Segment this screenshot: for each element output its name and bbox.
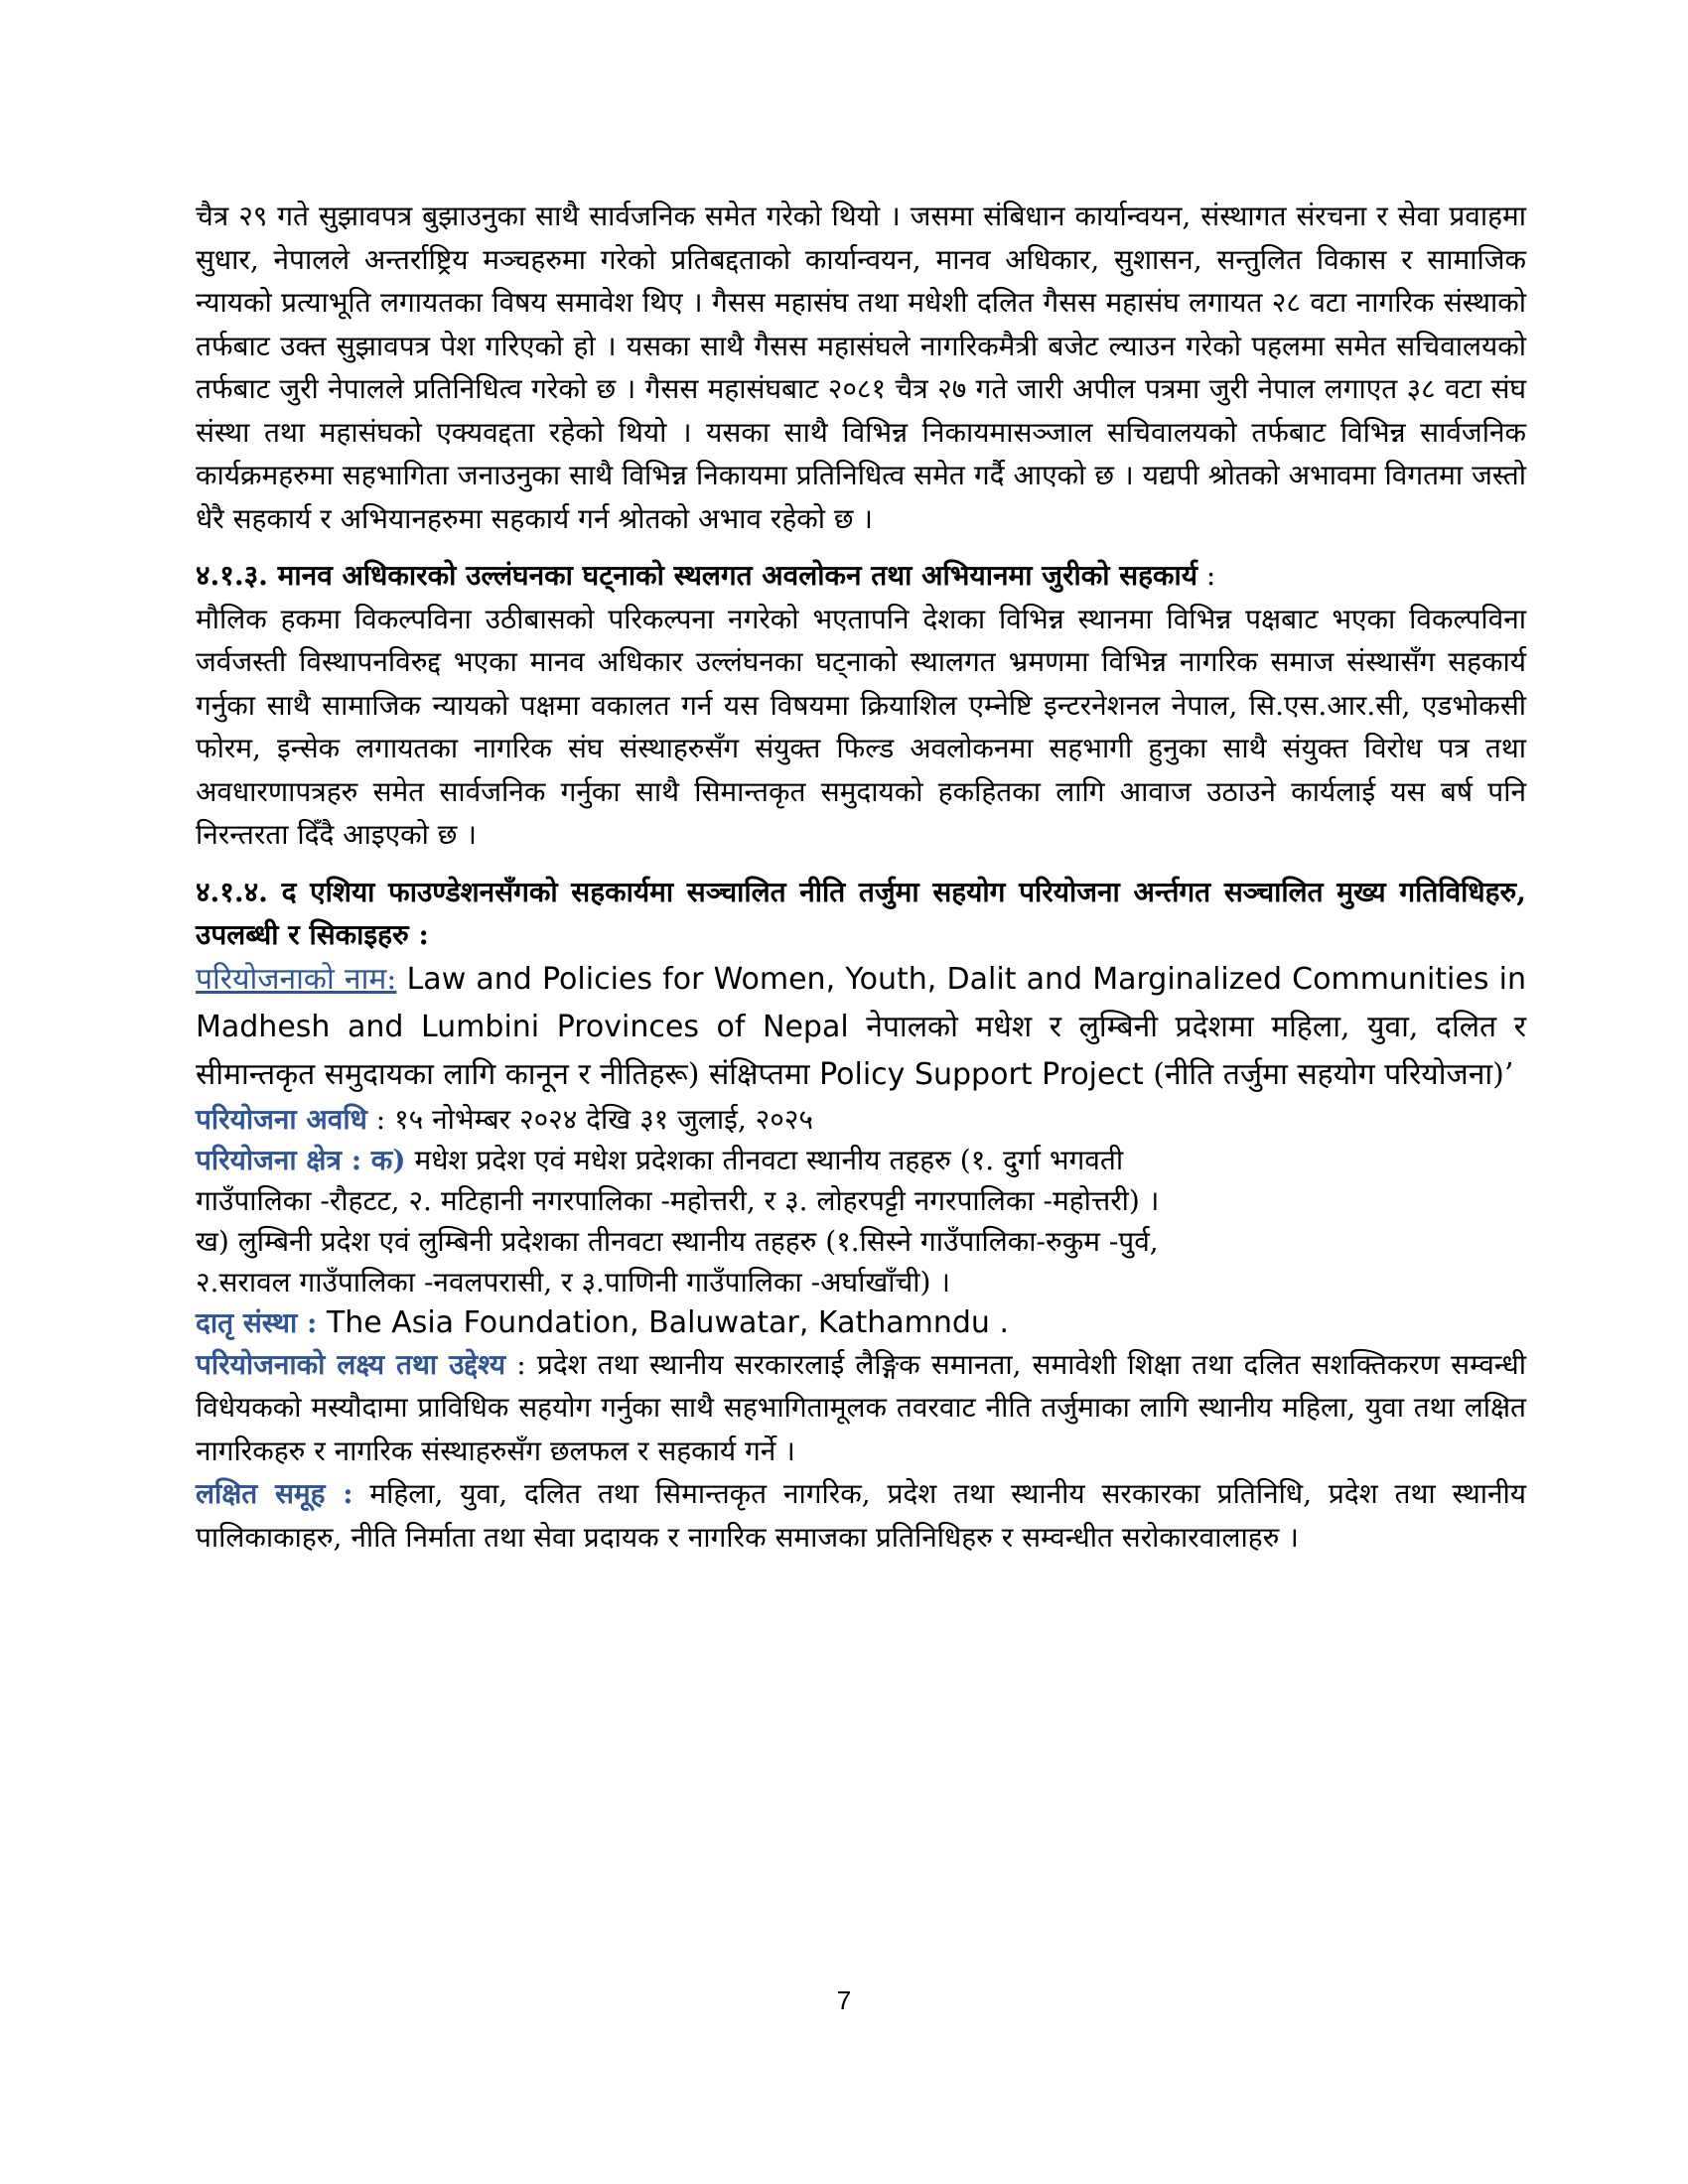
page-number: 7 (836, 1985, 852, 2015)
project-name-nepali: नेपालको मधेश र लुम्बिनी प्रदेशमा महिला, युवा, दलित र सीमान्तकृत समुदायका लागि कानून र नीतिहरू) संक्षिप्तमा (196, 1009, 1526, 1092)
project-duration (196, 1099, 1526, 1140)
section-4-1-3-heading: ४.१.३. मानव अधिकारको उल्लंघनका घट्नाको स्थलगत अवलोकन तथा अभियानमा जुरीको सहकार्य (196, 559, 1198, 592)
intro-paragraph: चैत्र २९ गते सुझावपत्र बुझाउनुका साथै सार्वजनिक समेत गरेको थियो । जसमा संबिधान कार्यान्वयन, संस्थागत संरचना र सेवा प्रवाहमा सुधार, नेपालले अन्तर्राष्ट्रिय मञ्चहरुमा गरेको प्रतिबद्दताको कार्यान्वयन, मानव अधिकार, सुशासन, सन्तुलित विकास र सामाजिक न्यायको प्रत्याभूति लगायतका विषय समावेश थिए । गैसस महासंघ तथा मधेशी दलित गैसस महासंघ लगायत २८ वटा नागरिक संस्थाको तर्फबाट उक्त सुझावपत्र पेश गरिएको हो । यसका साथै गैसस महासंघले नागरिकमैत्री बजेट ल्याउन गरेको पहलमा समेत सचिवालयको तर्फबाट जुरी नेपालले प्रतिनिधित्व गरेको छ । गैसस महासंघबाट २०८१ चैत्र २७ गते जारी अपील पत्रमा जुरी नेपाल लगाएत ३८ वटा संघ संस्था तथा महासंघको एक्यवद्दता रहेको थियो । यसका साथै विभिन्न निकायमासञ्जाल सचिवालयको तर्फबाट विभिन्न सार्वजनिक कार्यक्रमहरुमा सहभागिता जनाउनुका साथै विभिन्न निकायमा प्रतिनिधित्व समेत गर्दै आएको छ । यद्यपी श्रोतको अभावमा विगतमा जस्तो धेरै सहकार्य र अभियानहरुमा सहकार्य गर्न श्रोतको अभाव रहेको छ । (196, 200, 1526, 535)
project-area-text-1: मधेश प्रदेश एवं मधेश प्रदेशका तीनवटा स्थानीय तहहरु (१. दुर्गा भगवती (405, 1143, 1124, 1176)
project-area-line-2: गाउँपालिका -रौहटट, २. मटिहानी नगरपालिका -महोत्तरी, र ३. लोहरपट्टी नगरपालिका -महोत्तरी) । (196, 1183, 1160, 1217)
section-4-1-4-heading: ४.१.४. द एशिया फाउण्डेशनसँगको सहकार्यमा सञ्चालित नीति तर्जुमा सहयोग परियोजना अर्न्तगत सञ्चालित मुख्य गतिविधिहरु, उपलब्धी र सिकाइहरु : (196, 875, 1526, 951)
project-name-english-short: Policy Support Project (819, 1056, 1154, 1092)
project-donor-label: दातृ संस्था : (196, 1305, 318, 1339)
project-duration-label: परियोजना अवधि (196, 1102, 367, 1136)
project-area-line-4: २.सरावल गाउँपालिका -नवलपरासी, र ३.पाणिनी गाउँपालिका -अर्घाखाँची) । (196, 1265, 950, 1298)
project-target-group (196, 1472, 1526, 1559)
project-target-group-label: लक्षित समूह : (196, 1477, 353, 1510)
document-page (196, 195, 1526, 1559)
project-name-label: परियोजनाको नाम: (196, 961, 397, 997)
project-objective-value: : प्रदेश तथा स्थानीय सरकारलाई लैङ्गिक समानता, समावेशी शिक्षा तथा दलित सशक्तिकरण सम्वन्धी विधेयकको मस्यौदामा प्राविधिक सहयोग गर्नुका साथै सहभागितामूलक तवरवाट नीति तर्जुमाका लागि स्थानीय महिला, युवा तथा लक्षित नागरिकहरु र नागरिक संस्थाहरुसँग छलफल र सहकार्य गर्ने । (196, 1347, 1526, 1467)
project-donor-value: The Asia Foundation, Baluwatar, Kathamndu . (317, 1304, 1009, 1340)
project-objective (196, 1343, 1526, 1473)
section-4-1-3 (196, 554, 1526, 598)
section-4-1-3-body: मौलिक हकमा विकल्पविना उठीबासको परिकल्पना नगरेको भएतापनि देशका विभिन्न स्थानमा विभिन्न पक्षबाट भएका विकल्पविना जर्वजस्ती विस्थापनविरुद्द भएका मानव अधिकार उल्लंघनका घट्नाको स्थालगत भ्रमणमा विभिन्न नागरिक समाज संस्थासँग सहकार्य गर्नुका साथै सामाजिक न्यायको पक्षमा वकालत गर्न यस विषयमा क्रियाशिल एम्नेष्टि इन्टरनेशनल नेपाल, सि.एस.आर.सी, एडभोकसी फोरम, इन्सेक लगायतका नागरिक संघ संस्थाहरुसँग संयुक्त फिल्ड अवलोकनमा सहभागी हुनुका साथै संयुक्त विरोध पत्र तथा अवधारणापत्रहरु समेत सार्वजनिक गर्नुका साथै सिमान्तकृत समुदायको हकहितका लागि आवाज उठाउने कार्यलाई यस बर्ष पनि निरन्तरता दिँदै आइएको छ । (196, 602, 1527, 851)
project-objective-label: परियोजनाको लक्ष्य तथा उद्देश्य (196, 1347, 506, 1381)
project-name-block (196, 956, 1526, 1099)
project-name-nepali-short: (नीति तर्जुमा सहयोग परियोजना)’ (1153, 1056, 1514, 1092)
project-donor (196, 1302, 1526, 1343)
project-area-line-3: ख) लुम्बिनी प्रदेश एवं लुम्बिनी प्रदेशका तीनवटा स्थानीय तहहरु (१.सिस्ने गाउँपालिका-रुकुम -पुर्व, (196, 1224, 1159, 1258)
section-4-1-3-heading-suffix: : (1197, 559, 1216, 592)
project-area-line-1 (196, 1140, 1526, 1180)
project-name-english: Law and Policies for Women, Youth, Dalit and Marginalized Communities in Madhesh and Lumbini Provinces of Nepal (196, 961, 1527, 1044)
project-duration-value: : १५ नोभेम्बर २०२४ देखि ३१ जुलाई, २०२५ (366, 1102, 813, 1136)
project-area-label: परियोजना क्षेत्र : क) (196, 1143, 406, 1176)
project-target-group-value: महिला, युवा, दलित तथा सिमान्तकृत नागरिक, प्रदेश तथा स्थानीय सरकारका प्रतिनिधि, प्रदेश तथा स्थानीय पालिकाकाहरु, नीति निर्माता तथा सेवा प्रदायक र नागरिक समाजका प्रतिनिधिहरु र सम्वन्धीत सरोकारवालाहरु । (196, 1477, 1526, 1554)
